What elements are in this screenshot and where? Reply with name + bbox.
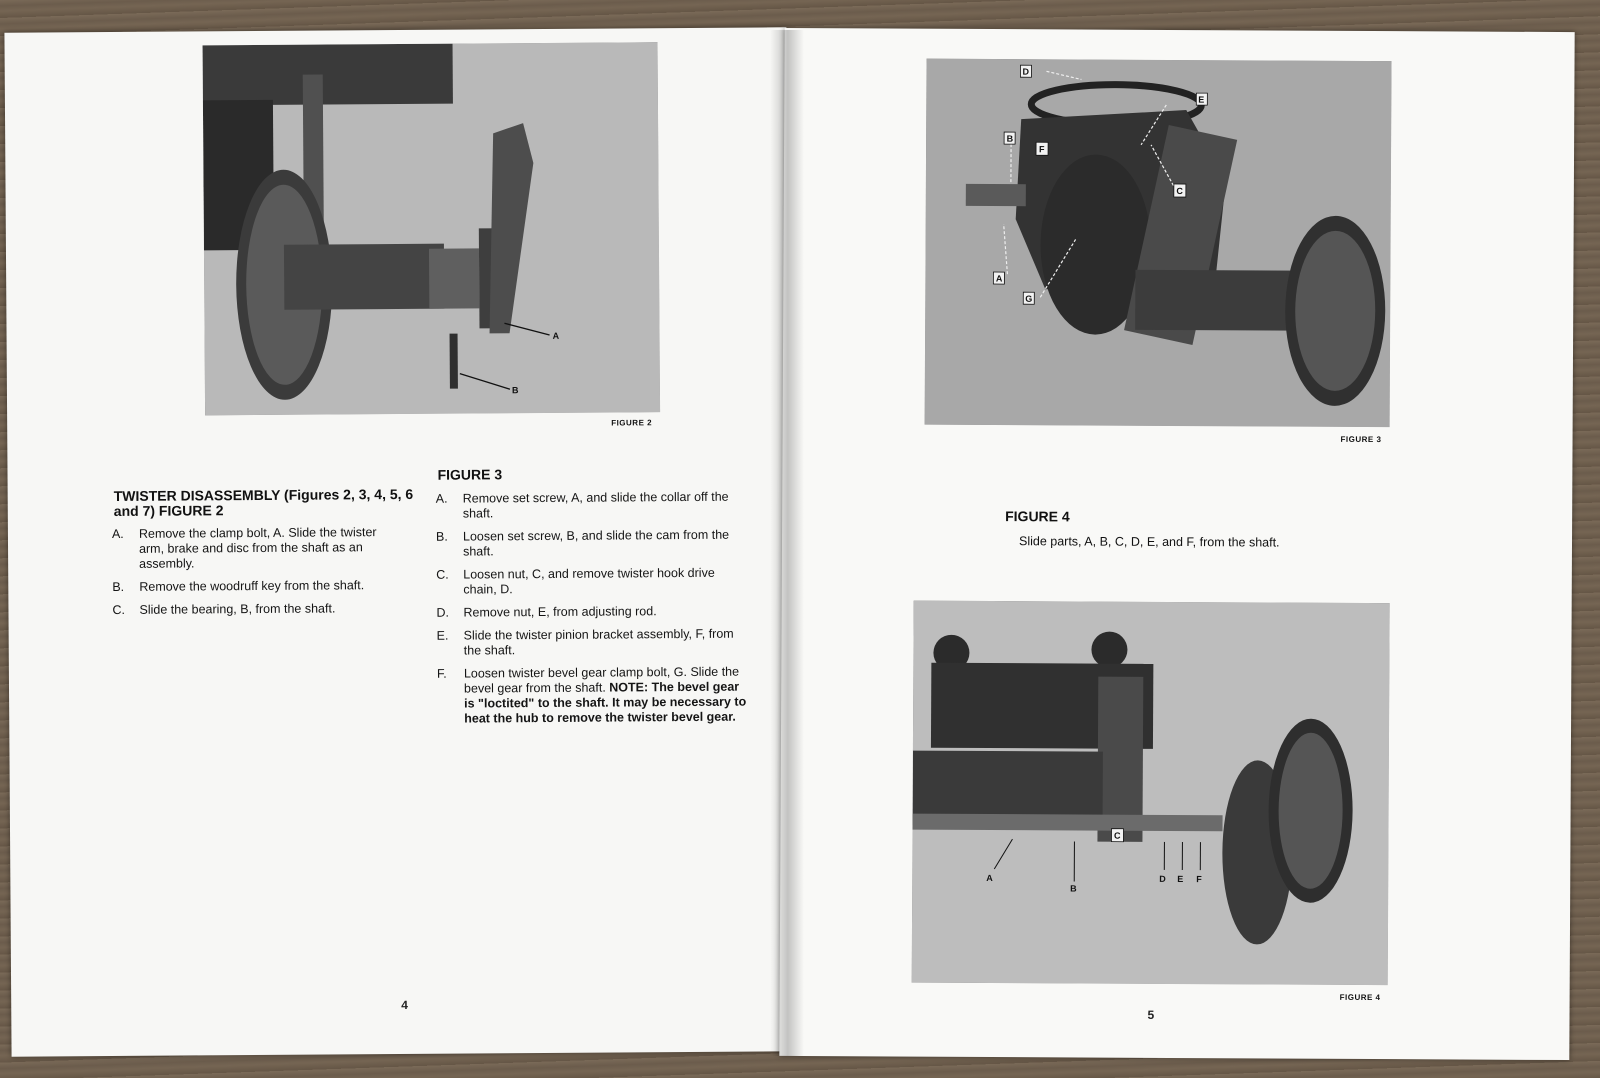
section-heading: TWISTER DISASSEMBLY (Figures 2, 3, 4, 5, 6 and 7) FIGURE 2 [113,485,414,519]
bevel-gear-note: NOTE: The bevel gear is "loctited" to the shaft. It may be necessary to heat the hub to remove the twister bevel gear. [464,679,747,726]
list-item: C. Slide the bearing, B, from the shaft. [112,601,336,618]
page-number-right: 5 [1147,1007,1155,1022]
fig2-callout-b: B [511,385,519,396]
fig4-callout-d: D [1159,873,1166,884]
fig4-callout-a: A [986,873,993,884]
fig3-heading: FIGURE 3 [437,466,503,483]
fig4-callout-c: C [1113,830,1121,841]
list-item: F. Loosen twister bevel gear clamp bolt, G. Slide the bevel gear from the shaft. NOTE: The bevel gear is "loctited" to the shaft. It may be necessary to heat the hub to remove the twister bevel gear. [436,664,747,726]
fig3-callout-g: G [1025,293,1033,304]
figure-3-caption: FIGURE 3 [1340,434,1382,445]
list-item: B. Remove the woodruff key from the shaft. [112,578,365,595]
fig2-callout-a: A [552,330,560,341]
fig4-callout-b: B [1070,883,1077,894]
fig4-callout-f: F [1196,874,1202,885]
figure-4-photo [912,601,1390,985]
list-item: C. Loosen nut, C, and remove twister hook drive chain, D. [436,565,715,597]
fig3-callout-c: C [1176,185,1183,197]
fig2-steps-list [112,525,403,626]
list-item: A. Remove the clamp bolt, A. Slide the twister arm, brake and disc from the shaft as an assembly. [111,525,377,571]
fig3-callout-e: E [1198,94,1205,105]
fig3-callout-b: B [1006,133,1014,144]
list-item: A. Remove set screw, A, and slide the collar off the shaft. [435,489,729,521]
fig3-steps-list [436,490,750,735]
list-item: D. Remove nut, E, from adjusting rod. [436,604,657,620]
fig4-callout-e: E [1177,874,1184,885]
fig4-heading: FIGURE 4 [1005,508,1070,525]
book-gutter-shadow [770,30,804,1056]
figure-2-caption: FIGURE 2 [611,418,653,428]
fig3-callout-f: F [1039,144,1045,155]
list-item: B. Loosen set screw, B, and slide the cam from the shaft. [435,527,730,559]
list-item: E. Slide the twister pinion bracket assembly, F, from the shaft. [436,626,734,658]
figure-3-photo [925,59,1392,427]
fig3-callout-d: D [1022,66,1029,77]
figure-2-photo [203,42,661,415]
right-page [779,28,1574,1060]
left-page [4,27,793,1056]
figure-4-caption: FIGURE 4 [1339,992,1381,1003]
fig3-callout-a: A [995,273,1003,284]
page-number-left: 4 [401,997,408,1012]
fig4-instruction: Slide parts, A, B, C, D, E, and F, from the shaft. [1018,534,1280,550]
